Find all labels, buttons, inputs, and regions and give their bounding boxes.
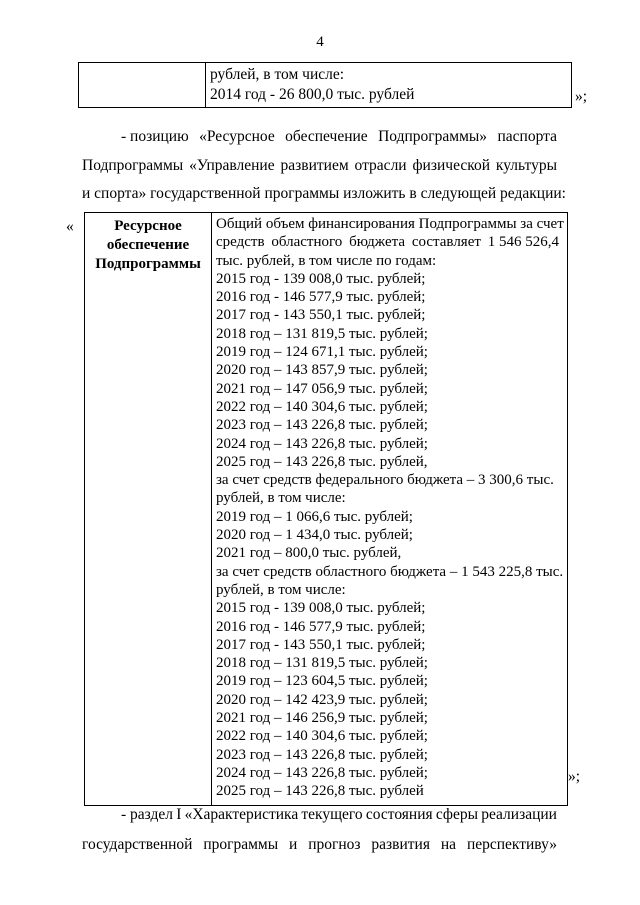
funding-line: 2015 год - 139 008,0 тыс. рублей;	[216, 270, 426, 287]
funding-line: 2022 год – 140 304,6 тыс. рублей;	[216, 728, 428, 745]
funding-line: за счет средств областного бюджета – 1 543 225,8 тыс.	[216, 563, 564, 580]
funding-line: 2022 год – 140 304,6 тыс. рублей;	[216, 398, 428, 415]
header-cell	[85, 213, 212, 806]
funding-line: рублей, в том числе:	[216, 581, 346, 598]
word: развития	[371, 836, 430, 853]
word: сферы	[435, 806, 479, 823]
word: I	[176, 806, 182, 823]
word: прогноз	[308, 836, 361, 853]
paragraph-line	[121, 128, 557, 146]
funding-line: 2025 год – 143 226,8 тыс. рублей,	[216, 453, 428, 470]
funding-line: тыс. рублей, в том числе по годам:	[216, 252, 437, 269]
word: государственной	[82, 836, 193, 853]
page-number: 4	[316, 34, 324, 50]
word: «Характеристика	[184, 806, 299, 823]
funding-line: 2023 год – 143 226,8 тыс. рублей;	[216, 746, 428, 763]
funding-line: 2024 год – 143 226,8 тыс. рублей;	[216, 435, 428, 452]
word: обеспечение	[285, 128, 368, 145]
funding-line: 2019 год – 1 066,6 тыс. рублей;	[216, 508, 413, 525]
word: реализации	[481, 806, 557, 823]
word: паспорта	[497, 128, 557, 145]
text-line: рублей, в том числе:	[210, 66, 345, 83]
funding-line: за счет средств федерального бюджета – 3 300,6 тыс.	[216, 472, 554, 489]
word: перспективу»	[466, 836, 557, 853]
closing-quote: »;	[575, 88, 588, 105]
funding-line: 2018 год – 131 819,5 тыс. рублей;	[216, 655, 428, 672]
funding-line: 2016 год - 146 577,9 тыс. рублей;	[216, 289, 426, 306]
paragraph-line	[121, 806, 557, 824]
word: 1 546 526,4	[487, 234, 559, 251]
word: развитием	[280, 157, 349, 174]
continuation-cell	[206, 63, 572, 108]
funding-line: 2025 год – 143 226,8 тыс. рублей	[216, 783, 424, 800]
funding-line: 2017 год - 143 550,1 тыс. рублей;	[216, 307, 426, 324]
funding-line: 2024 год – 143 226,8 тыс. рублей;	[216, 764, 428, 781]
funding-line: 2016 год - 146 577,9 тыс. рублей;	[216, 618, 426, 635]
funding-line: 2021 год – 800,0 тыс. рублей,	[216, 545, 402, 562]
funding-cell	[212, 213, 568, 806]
closing-quote: »;	[568, 768, 581, 785]
word: - позицию	[121, 128, 189, 145]
opening-quote: «	[66, 218, 74, 235]
funding-line: 2015 год - 139 008,0 тыс. рублей;	[216, 600, 426, 617]
word: составляет	[411, 234, 481, 251]
word: состояния	[365, 806, 433, 823]
funding-line: Общий объем финансирования Подпрограммы за счет	[216, 216, 564, 232]
word: и	[289, 836, 298, 853]
funding-line: 2019 год – 124 671,1 тыс. рублей;	[216, 344, 428, 361]
resources-table	[84, 212, 568, 806]
word: средств	[216, 234, 265, 251]
word: программы	[203, 836, 279, 853]
header-line: Ресурсное	[114, 218, 182, 234]
header-line: обеспечение	[106, 237, 190, 253]
funding-line: 2023 год – 143 226,8 тыс. рублей;	[216, 417, 428, 434]
funding-line: 2020 год – 143 857,9 тыс. рублей;	[216, 362, 428, 379]
funding-line: 2021 год – 147 056,9 тыс. рублей;	[216, 380, 428, 397]
funding-line: 2021 год – 146 256,9 тыс. рублей;	[216, 710, 428, 727]
word: отрасли	[354, 157, 407, 174]
header-line: Подпрограммы	[95, 256, 201, 272]
word: физической	[412, 157, 491, 174]
word: на	[440, 836, 457, 853]
word: областного	[271, 234, 343, 251]
word: «Ресурсное	[199, 128, 275, 145]
funding-line: 2020 год – 142 423,9 тыс. рублей;	[216, 691, 428, 708]
funding-line	[216, 233, 567, 251]
paragraph-line	[82, 836, 557, 854]
funding-line: 2019 год – 123 604,5 тыс. рублей;	[216, 673, 428, 690]
word: текущего	[301, 806, 363, 823]
funding-line: рублей, в том числе:	[216, 490, 346, 507]
word: культуры	[495, 157, 557, 174]
word: «Управление	[189, 157, 275, 174]
paragraph-line: и спорта» государственной программы изложить в следующей редакции:	[82, 185, 566, 202]
word: - раздел	[121, 806, 174, 823]
funding-line: 2020 год – 1 434,0 тыс. рублей;	[216, 527, 413, 544]
funding-line: 2018 год – 131 819,5 тыс. рублей;	[216, 325, 428, 342]
word: Подпрограммы	[82, 157, 184, 174]
empty-cell	[79, 63, 206, 108]
continuation-table	[78, 62, 572, 108]
funding-line: 2017 год - 143 550,1 тыс. рублей;	[216, 636, 426, 653]
word: Подпрограммы»	[378, 128, 488, 145]
text-line: 2014 год - 26 800,0 тыс. рублей	[210, 86, 415, 103]
paragraph-line	[82, 157, 557, 175]
word: бюджета	[349, 234, 406, 251]
